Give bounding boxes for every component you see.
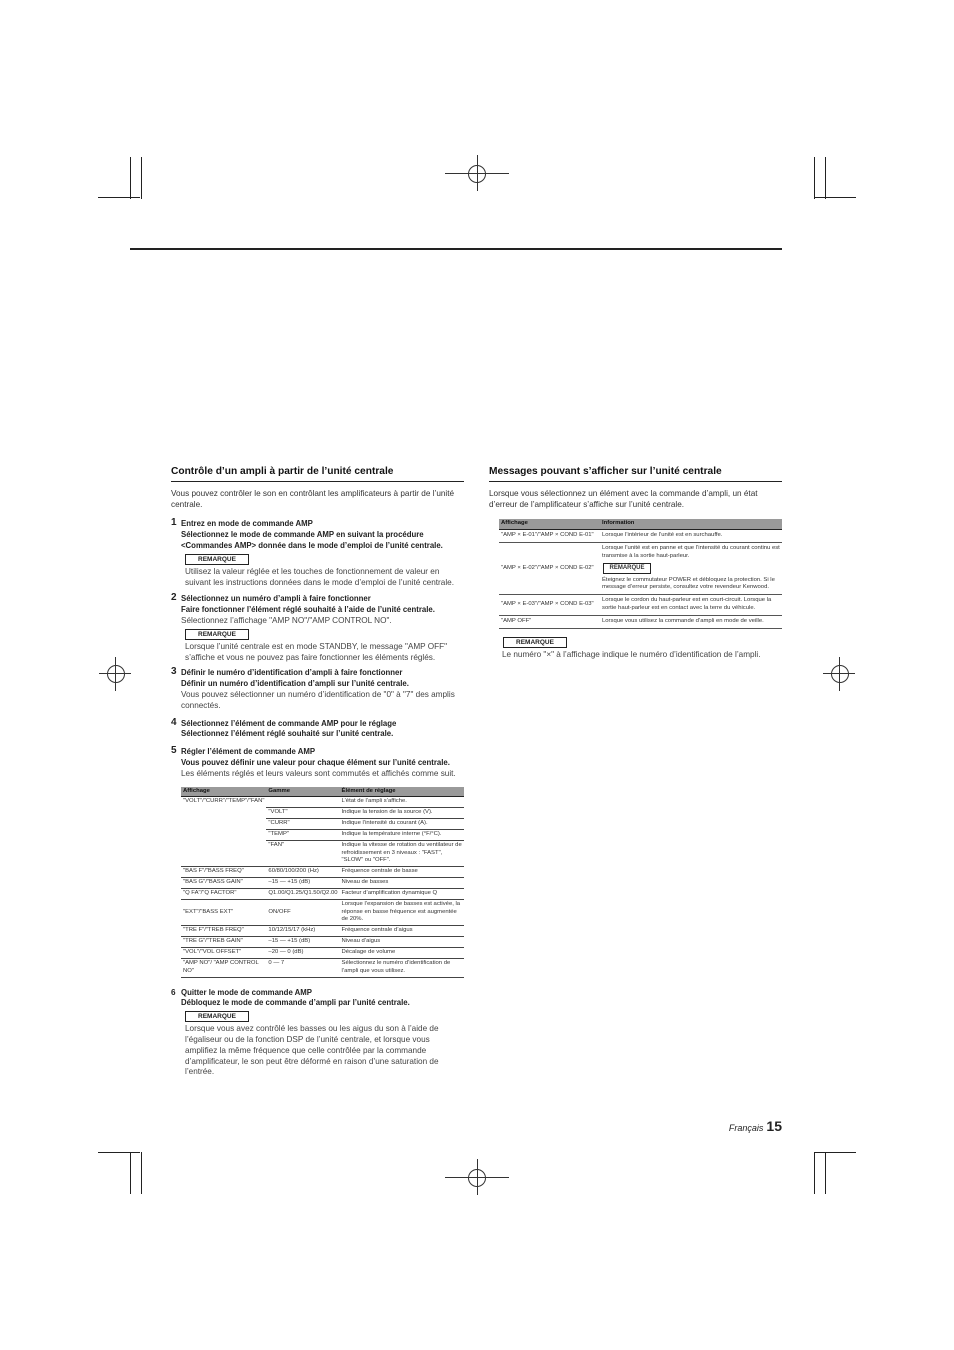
table-row — [181, 797, 464, 808]
table-cell: "Q FA"/"Q FACTOR" — [181, 889, 266, 900]
right-column — [489, 467, 782, 660]
step-3 — [171, 668, 464, 711]
table-cell: Fréquence centrale d’aigus — [340, 926, 464, 937]
intro-text: Lorsque vous sélectionnez un élément avec la commande d’ampli, un état d’erreur de l’amplificateur s’affiche sur l’unité centrale. — [489, 488, 758, 509]
step-heading: Régler l’élément de commande AMP — [181, 747, 316, 757]
table-cell: Lorsque l’intérieur de l’unité est en surchauffe. — [600, 530, 782, 543]
registration-mark-line — [477, 1159, 478, 1195]
remark-text: Le numéro "×" à l’affichage indique le numéro d’identification de l’ampli. — [502, 649, 761, 659]
table-cell: Indique la vitesse de rotation du ventilateur de refroidissement en 3 niveaux : "FAST", "SLOW" ou "OFF". — [340, 841, 464, 867]
table-cell — [181, 819, 266, 830]
step-number: 2 — [171, 592, 177, 604]
remark-label: REMARQUE — [503, 637, 567, 648]
table-row — [181, 889, 464, 900]
section-title: Contrôle d’un ampli à partir de l’unité centrale — [171, 467, 464, 482]
table-header-row — [499, 519, 782, 529]
table-cell: Niveau d’aigus — [340, 937, 464, 948]
right-remark — [499, 635, 782, 650]
step-number: 4 — [171, 716, 177, 728]
table-header-cell: Information — [600, 519, 782, 529]
table-cell: Q1.00/Q1.25/Q1.50/Q2.00 — [266, 889, 339, 900]
table-row — [181, 830, 464, 841]
table-row — [181, 926, 464, 937]
table-cell — [181, 808, 266, 819]
table-cell — [181, 830, 266, 841]
remark-text: Lorsque vous avez contrôlé les basses ou les aigus du son à l’aide de l’égaliseur ou de la fonction DSP de l’unité centrale, et lorsque vous amplifiez la même fréquence que celle contrôlée par la commande d’amplificateur, le son peut être déformé en raison d’une saturation de l’entrée. — [185, 1024, 439, 1077]
table-cell: Niveau de basses — [340, 878, 464, 889]
table-header-cell: Gamme — [266, 787, 339, 797]
table-cell: Sélectionnez le numéro d’identification de l’ampli que vous utilisez. — [340, 959, 464, 978]
table-header-row — [181, 787, 464, 797]
remark-text: Lorsque l’unité centrale est en mode STANDBY, le message "AMP OFF" s’affiche et vous ne pouvez pas faire fonctionner les éléments réglés. — [185, 641, 448, 662]
header-rule — [130, 248, 782, 250]
table-cell: "AMP × E-03"/"AMP × COND E-03" — [499, 595, 600, 616]
table-cell: Facteur d’amplification dynamique Q — [340, 889, 464, 900]
left-column — [171, 467, 464, 1082]
table-row — [181, 808, 464, 819]
table-cell: "BAS G"/"BASS GAIN" — [181, 878, 266, 889]
table-header-cell: Élément de réglage — [340, 787, 464, 797]
step-number: 6 — [171, 987, 176, 997]
table-row — [181, 841, 464, 867]
table-header-cell: Affichage — [499, 519, 600, 529]
table-cell: Décalage de volume — [340, 948, 464, 959]
table-row — [181, 867, 464, 878]
footer-language: Français — [728, 1123, 764, 1133]
table-cell: L’état de l’ampli s’affiche. — [340, 797, 464, 808]
crop-mark — [825, 1152, 826, 1194]
table-cell: Fréquence centrale de basse — [340, 867, 464, 878]
remark-text: Éteignez le commutateur POWER et débloquez la protection. Si le message d’erreur persiste, consultez votre revendeur Kenwood. — [602, 576, 775, 591]
table-cell: Indique la température interne (°F/°C). — [340, 830, 464, 841]
table-cell: "VOL"/"VOL OFFSET" — [181, 948, 266, 959]
step-subheading: Vous pouvez définir une valeur pour chaque élément sur l’unité centrale. — [181, 757, 450, 767]
error-messages-table — [499, 519, 782, 628]
step-text: Les éléments réglés et leurs valeurs sont commutés et affichés comme suit. — [181, 768, 456, 778]
crop-mark — [825, 157, 826, 199]
remark-label: REMARQUE — [185, 1011, 249, 1022]
table-cell: "AMP NO"/ "AMP CONTROL NO" — [181, 959, 266, 978]
step-subheading: Définir un numéro d’identification d’ampli sur l’unité centrale. — [181, 679, 409, 689]
table-cell: "AMP × E-01"/"AMP × COND E-01" — [499, 530, 600, 543]
step-4 — [171, 716, 464, 741]
crop-mark — [130, 157, 131, 199]
crop-mark — [141, 157, 142, 199]
step-heading: Quitter le mode de commande AMP — [181, 987, 312, 997]
crop-mark — [141, 1152, 142, 1194]
table-cell: 10/12/15/17 (kHz) — [266, 926, 339, 937]
table-cell: Lorsque le cordon du haut-parleur est en court-circuit. Lorsque la sortie haut-parleur est en contact avec la terre du véhicule. — [600, 595, 782, 616]
registration-mark-line — [839, 657, 840, 691]
table-header-cell: Affichage — [181, 787, 266, 797]
table-cell — [266, 797, 339, 808]
table-cell: "TRE F"/"TREB FREQ" — [181, 926, 266, 937]
step-subheading: Sélectionnez l’élément réglé souhaité sur l’unité centrale. — [181, 729, 394, 739]
table-cell: Lorsque vous utilisez la commande d’ampli en mode de veille. — [600, 615, 782, 628]
table-row — [499, 542, 782, 594]
step-5 — [171, 747, 464, 779]
table-cell: "VOLT" — [266, 808, 339, 819]
crop-mark — [98, 197, 140, 198]
page-number: 15 — [766, 1118, 782, 1134]
table-cell: Lorsque l’expansion de basses est activée, la réponse en basse fréquence est augmentée de 20%. — [340, 900, 464, 926]
table-row — [181, 900, 464, 926]
table-row — [499, 595, 782, 616]
table-cell: "BAS F"/"BASS FREQ" — [181, 867, 266, 878]
table-cell: Indique l’intensité du courant (A). — [340, 819, 464, 830]
table-cell: Indique la tension de la source (V). — [340, 808, 464, 819]
table-cell: "TRE G"/"TREB GAIN" — [181, 937, 266, 948]
table-row — [499, 615, 782, 628]
remark-label: REMARQUE — [185, 629, 249, 640]
table-cell: "FAN" — [266, 841, 339, 867]
table-row — [181, 948, 464, 959]
table-row — [499, 530, 782, 543]
step-subheading: Faire fonctionner l’élément réglé souhaité à l’aide de l’unité centrale. — [181, 605, 435, 615]
table-cell: "AMP × E-02"/"AMP × COND E-02" — [499, 542, 600, 594]
step-number: 1 — [171, 517, 177, 529]
step-text: Sélectionnez l’affichage "AMP NO"/"AMP CONTROL NO". — [181, 615, 392, 625]
table-cell — [600, 542, 782, 594]
table-cell: "EXT"/"BASS EXT" — [181, 900, 266, 926]
step-2 — [171, 594, 464, 663]
step-heading: Définir le numéro d’identification d’ampli à faire fonctionner — [181, 668, 403, 678]
table-row — [181, 937, 464, 948]
table-cell: –15 — +15 (dB) — [266, 878, 339, 889]
remark-text: Utilisez la valeur réglée et les touches de fonctionnement de valeur en suivant les instructions données dans le mode d’emploi de l’unité centrale. — [185, 566, 454, 587]
crop-mark — [814, 157, 815, 199]
page-footer — [715, 1118, 782, 1136]
step-subheading: Débloquez le mode de commande d’ampli par l’unité centrale. — [181, 998, 410, 1008]
table-cell: "VOLT"/"CURR"/"TEMP"/"FAN" — [183, 798, 265, 805]
info-text: Lorsque l’unité est en panne et que l’intensité du courant continu est transmise à la sortie haut-parleur. — [602, 544, 780, 559]
table-cell: 0 — 7 — [266, 959, 339, 978]
crop-mark — [98, 1152, 140, 1153]
crop-mark — [814, 197, 856, 198]
table-cell — [181, 841, 266, 867]
table-cell: "CURR" — [266, 819, 339, 830]
registration-mark-line — [115, 657, 116, 691]
table-row — [181, 959, 464, 978]
amp-control-table — [181, 787, 464, 978]
step-6 — [171, 988, 464, 1079]
table-cell: –20 — 0 (dB) — [266, 948, 339, 959]
table-row — [181, 819, 464, 830]
table-cell: 60/80/100/200 (Hz) — [266, 867, 339, 878]
step-1 — [171, 519, 464, 588]
registration-mark-line — [477, 155, 478, 191]
registration-mark — [107, 665, 125, 683]
intro-text: Vous pouvez contrôler le son en contrôlant les amplificateurs à partir de l’unité centrale. — [171, 488, 455, 509]
table-cell: ON/OFF — [266, 900, 339, 926]
table-cell: –15 — +15 (dB) — [266, 937, 339, 948]
step-text: Vous pouvez sélectionner un numéro d’identification de "0" à "7" des amplis connectés. — [181, 689, 455, 710]
table-row — [181, 878, 464, 889]
section-title: Messages pouvant s’afficher sur l’unité centrale — [489, 467, 782, 482]
remark-label: REMARQUE — [185, 554, 249, 565]
step-heading: Sélectionnez l’élément de commande AMP pour le réglage — [181, 718, 397, 728]
crop-mark — [814, 1152, 856, 1153]
step-number: 3 — [171, 666, 177, 678]
crop-mark — [130, 1152, 131, 1194]
step-subheading: Sélectionnez le mode de commande AMP en suivant la procédure <Commandes AMP> donnée dans le mode d’emploi de l’unité centrale. — [181, 530, 443, 550]
table-cell: "AMP OFF" — [499, 615, 600, 628]
remark-label: REMARQUE — [603, 563, 651, 574]
registration-mark — [831, 665, 849, 683]
step-number: 5 — [171, 745, 177, 757]
table-cell: "TEMP" — [266, 830, 339, 841]
step-heading: Entrez en mode de commande AMP — [181, 519, 313, 529]
step-heading: Sélectionnez un numéro d’ampli à faire fonctionner — [181, 594, 371, 604]
crop-mark — [814, 1152, 815, 1194]
